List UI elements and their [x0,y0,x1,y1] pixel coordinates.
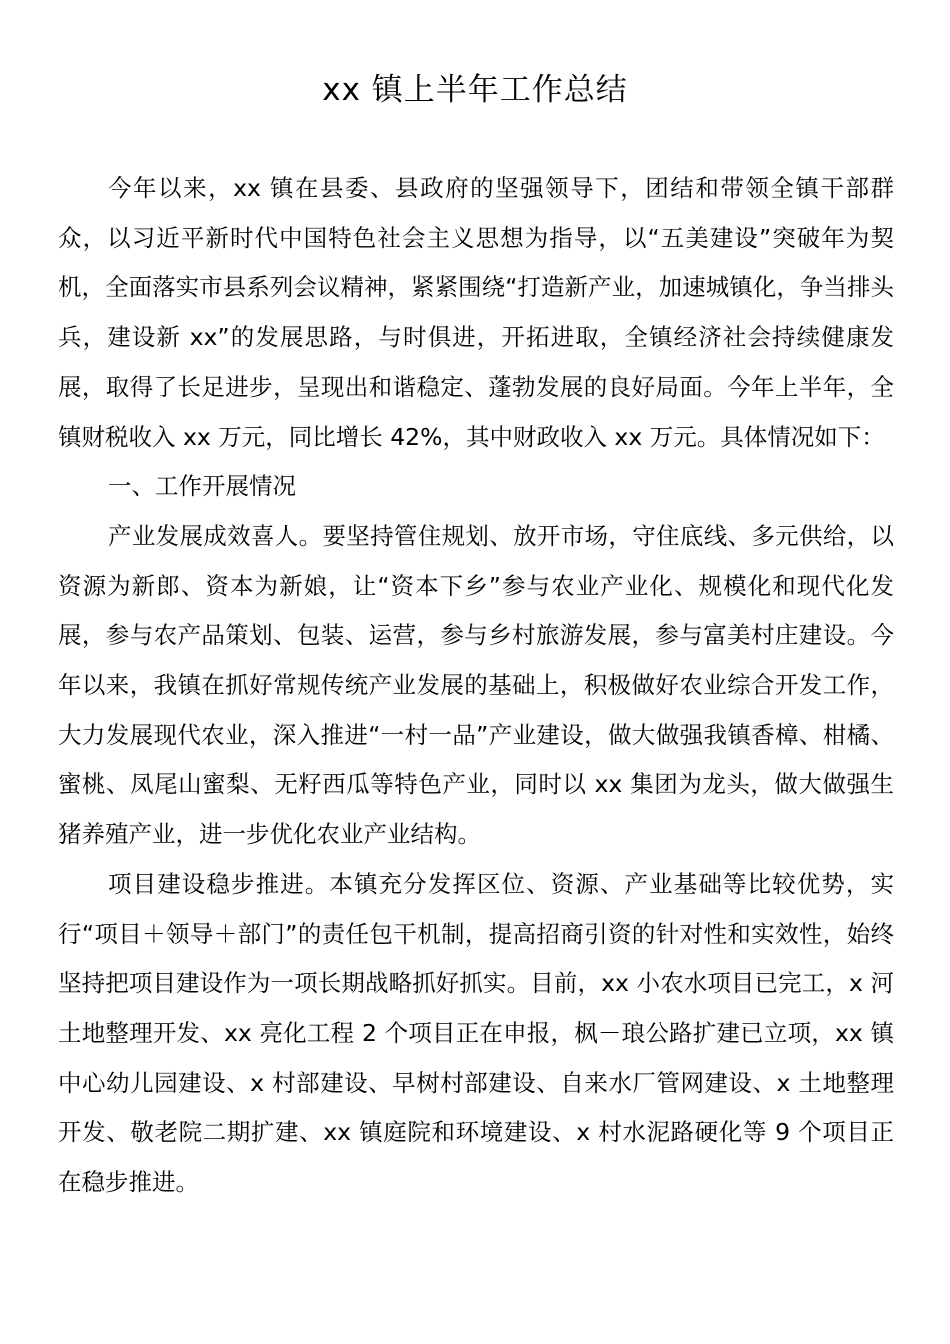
project-paragraph: 项目建设稳步推进。本镇充分发挥区位、资源、产业基础等比较优势，实行“项目＋领导＋部门”的责任包干机制，提高招商引资的针对性和实效性，始终坚持把项目建设作为一项长期战略抓好抓实。目前，xx 小农水项目已完工，x 河土地整理开发、xx 亮化工程 2 个项目正在申报，枫－琅公路扩建已立项，xx 镇中心幼儿园建设、x 村部建设、早树村部建设、自来水厂管网建设、x 土地整理开发、敬老院二期扩建、xx 镇庭院和环境建设、x 村水泥路硬化等 9 个项目正在稳步推进。 [58,869,894,1197]
section-heading: 一、工作开展情况 [108,472,296,501]
industry-paragraph: 产业发展成效喜人。要坚持管住规划、放开市场，守住底线、多元供给，以资源为新郎、资本为新娘，让“资本下乡”参与农业产业化、规模化和现代化发展，参与农产品策划、包装、运营，参与乡村旅游发展，参与富美村庄建设。今年以来，我镇在抓好常规传统产业发展的基础上，积极做好农业综合开发工作，大力发展现代农业，深入推进“一村一品”产业建设，做大做强我镇香樟、柑橘、蜜桃、凤尾山蜜梨、无籽西瓜等特色产业，同时以 xx 集团为龙头，做大做强生猪养殖产业，进一步优化农业产业结构。 [58,521,894,849]
intro-paragraph: 今年以来，xx 镇在县委、县政府的坚强领导下，团结和带领全镇干部群众，以习近平新时代中国特色社会主义思想为指导，以“五美建设”突破年为契机，全面落实市县系列会议精神，紧紧围绕“打造新产业，加速城镇化，争当排头兵，建设新 xx”的发展思路，与时俱进，开拓进取，全镇经济社会持续健康发展，取得了长足进步，呈现出和谐稳定、蓬勃发展的良好局面。今年上半年，全镇财税收入 xx 万元，同比增长 42%，其中财政收入 xx 万元。具体情况如下： [58,174,894,451]
document-body [58,164,894,1208]
document-title: xx 镇上半年工作总结 [322,72,628,108]
